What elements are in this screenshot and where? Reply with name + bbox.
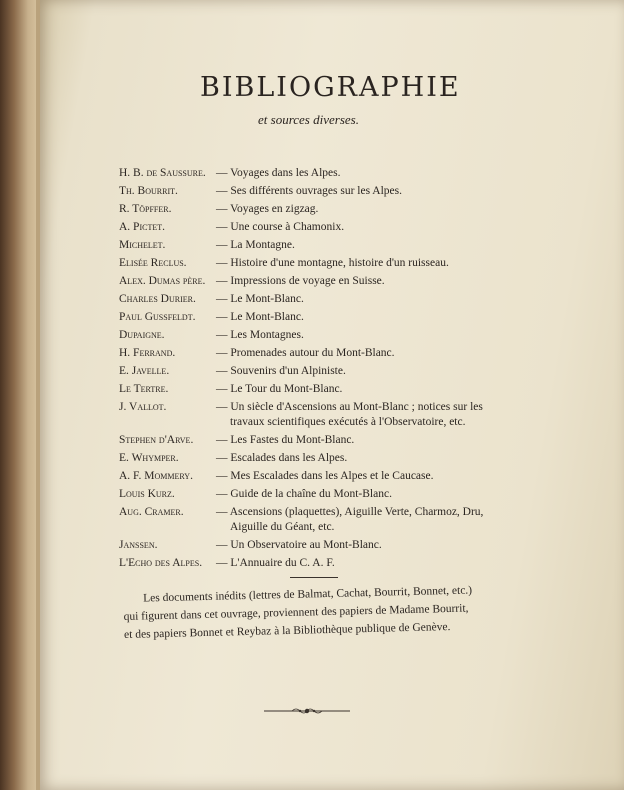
entry-work-line: — Un Observatoire au Mont-Blanc. [216,539,382,551]
entry-work-line: — Le Mont-Blanc. [216,293,304,305]
entry-author: Dupaigne. [119,329,165,341]
entry-work [216,238,499,253]
entry-author: Louis Kurz. [119,488,175,500]
entry-author: Alex. Dumas père. [119,275,206,287]
entry-work [216,505,499,535]
bibliography-entry [119,202,499,217]
book-binding [0,0,40,790]
bibliography-entry [119,433,499,448]
entry-work [216,166,499,181]
entry-work-line: — Voyages en zigzag. [216,203,319,215]
entry-work [216,451,499,466]
note-line: qui figurent dans cet ouvrage, proviennent des papiers de Madame Bourrit, [123,602,469,623]
entry-work [216,382,499,397]
bibliography-entry [119,166,499,181]
entry-work [216,487,499,502]
separator-rule [290,577,338,578]
entry-work-line: — Guide de la chaîne du Mont-Blanc. [216,488,392,500]
entry-work [216,310,499,325]
entry-work [216,346,499,361]
entry-author: Janssen. [119,539,158,551]
entry-work [216,202,499,217]
bibliography-entry [119,310,499,325]
entry-work [216,538,499,553]
bibliography-entry [119,382,499,397]
entry-author: A. F. Mommery. [119,470,193,482]
entry-author: Aug. Cramer. [119,506,184,518]
note-line: Les documents inédits (lettres de Balmat, Cachat, Bourrit, Bonnet, etc.) [143,584,473,605]
entry-author: J. Vallot. [119,401,167,413]
bibliography-entry [119,238,499,253]
bibliography-entry [119,184,499,199]
bibliography-entry [119,505,499,535]
entry-author: L'Echo des Alpes. [119,557,203,569]
entry-work-line: — Voyages dans les Alpes. [216,167,341,179]
entry-work-line: — Souvenirs d'un Alpiniste. [216,365,346,377]
entry-work-line: — Un siècle d'Ascensions au Mont-Blanc ; notices sur les [216,401,483,413]
entry-author: A. Pictet. [119,221,165,233]
bibliography-entry [119,538,499,553]
entry-work-line: — Ascensions (plaquettes), Aiguille Verte, Charmoz, Dru, [216,506,484,518]
entry-work-line: Aiguille du Géant, etc. [230,521,335,533]
entry-work-line: — Les Fastes du Mont-Blanc. [216,434,355,446]
entry-author: Elisée Reclus. [119,257,187,269]
page-subtitle: et sources diverses. [258,112,359,127]
entry-work-line: — La Montagne. [216,239,295,251]
page-edge [36,0,40,790]
entry-author: Th. Bourrit. [119,185,178,197]
entry-work-line: — Mes Escalades dans les Alpes et le Caucase. [216,470,434,482]
entry-work [216,433,499,448]
bibliography-entry [119,346,499,361]
entry-author: Michelet. [119,239,166,251]
entry-work-line: — Impressions de voyage en Suisse. [216,275,385,287]
bibliography-entry [119,469,499,484]
entry-work [216,400,499,430]
entry-work-line: — Les Montagnes. [216,329,304,341]
entry-author: R. Töpffer. [119,203,172,215]
bibliography-entry [119,220,499,235]
entry-author: E. Javelle. [119,365,170,377]
entry-work-line: — Histoire d'une montagne, histoire d'un ruisseau. [216,257,449,269]
bibliography-entry [119,556,499,571]
ornament-icon [262,706,352,716]
bibliography-entry [119,292,499,307]
entry-work [216,184,499,199]
entry-author: H. Ferrand. [119,347,176,359]
bibliography-list [119,166,499,574]
entry-work [216,469,499,484]
entry-author: H. B. de Saussure. [119,167,206,179]
entry-work-line: — Le Mont-Blanc. [216,311,304,323]
entry-work-line: travaux scientifiques exécutés à l'Observatoire, etc. [230,416,466,428]
entry-work-line: — Promenades autour du Mont-Blanc. [216,347,395,359]
entry-author: Stephen d'Arve. [119,434,194,446]
entry-work-line: — Escalades dans les Alpes. [216,452,348,464]
bibliography-entry [119,487,499,502]
entry-author: Le Tertre. [119,383,169,395]
note-line: et des papiers Bonnet et Reybaz à la Bibliothèque publique de Genève. [123,621,451,641]
entry-work-line: — Le Tour du Mont-Blanc. [216,383,343,395]
entry-author: E. Whymper. [119,452,179,464]
page-title: BIBLIOGRAPHIE [200,72,461,103]
bibliography-entry [119,274,499,289]
bibliography-entry [119,451,499,466]
entry-work [216,220,499,235]
bibliography-entry [119,364,499,379]
entry-work-line: — Une course à Chamonix. [216,221,345,233]
entry-work [216,256,499,271]
entry-work [216,364,499,379]
entry-work [216,292,499,307]
sources-note [123,581,504,644]
entry-work-line: — L'Annuaire du C. A. F. [216,557,335,569]
bibliography-entry [119,256,499,271]
entry-work [216,556,499,571]
entry-work [216,274,499,289]
bibliography-entry [119,328,499,343]
entry-author: Charles Durier. [119,293,196,305]
entry-work [216,328,499,343]
entry-author: Paul Gussfeldt. [119,311,196,323]
entry-work-line: — Ses différents ouvrages sur les Alpes. [216,185,402,197]
bibliography-entry [119,400,499,430]
